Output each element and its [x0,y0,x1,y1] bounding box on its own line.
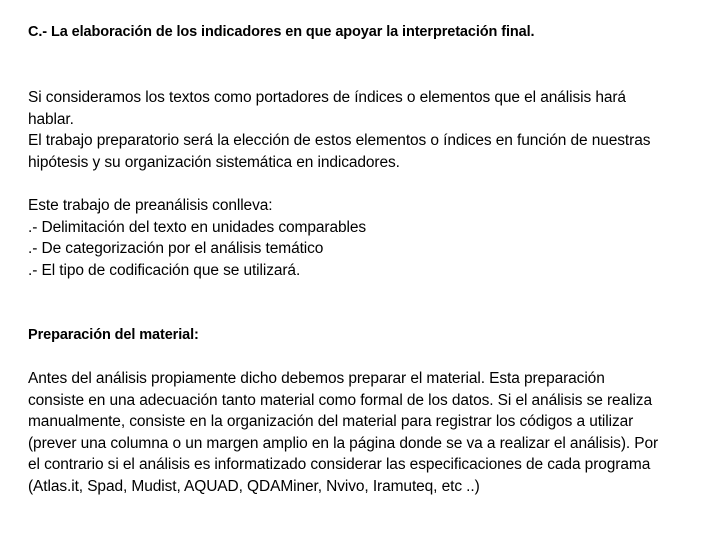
paragraph-line: El trabajo preparatorio será la elección de estos elementos o índices en función de nuestras [28,132,651,149]
paragraph-line: hablar. [28,110,74,128]
paragraph-preparacion [28,368,704,497]
paragraph-line: el contrario si el análisis es informatizado considerar las especificaciones de cada programa [28,456,651,473]
paragraph-line: Este trabajo de preanálisis conlleva: [28,197,273,214]
paragraph-preanalisis [28,195,704,281]
paragraph-line: manualmente, consiste en la organización del material para registrar los códigos a utilizar [28,413,634,430]
paragraph-line: Antes del análisis propiamente dicho debemos preparar el material. Esta preparación [28,370,605,387]
list-item: .- De categorización por el análisis temático [28,240,324,257]
list-item: .- Delimitación del texto en unidades comparables [28,218,367,236]
paragraph-line: consiste en una adecuación tanto material como formal de los datos. Si el análisis se realiza [28,391,652,409]
paragraph-line: (Atlas.it, Spad, Mudist, AQUAD, QDAMiner, Nvivo, Iramuteq, etc ..) [28,477,480,495]
list-item: .- El tipo de codificación que se utilizará. [28,261,301,279]
paragraph-line: hipótesis y su organización sistemática en indicadores. [28,153,400,171]
paragraph-line: Si consideramos los textos como portadores de índices o elementos que el análisis hará [28,89,626,106]
section-heading-material [28,325,704,347]
heading-text: Preparación del material: [28,327,199,343]
paragraph-indices [28,87,704,173]
heading-text: C.- La elaboración de los indicadores en que apoyar la interpretación final. [28,24,535,40]
paragraph-line: (prever una columna o un margen amplio en la página donde se va a realizar el análisis). Por [28,434,659,452]
section-heading-indicadores [28,22,704,44]
